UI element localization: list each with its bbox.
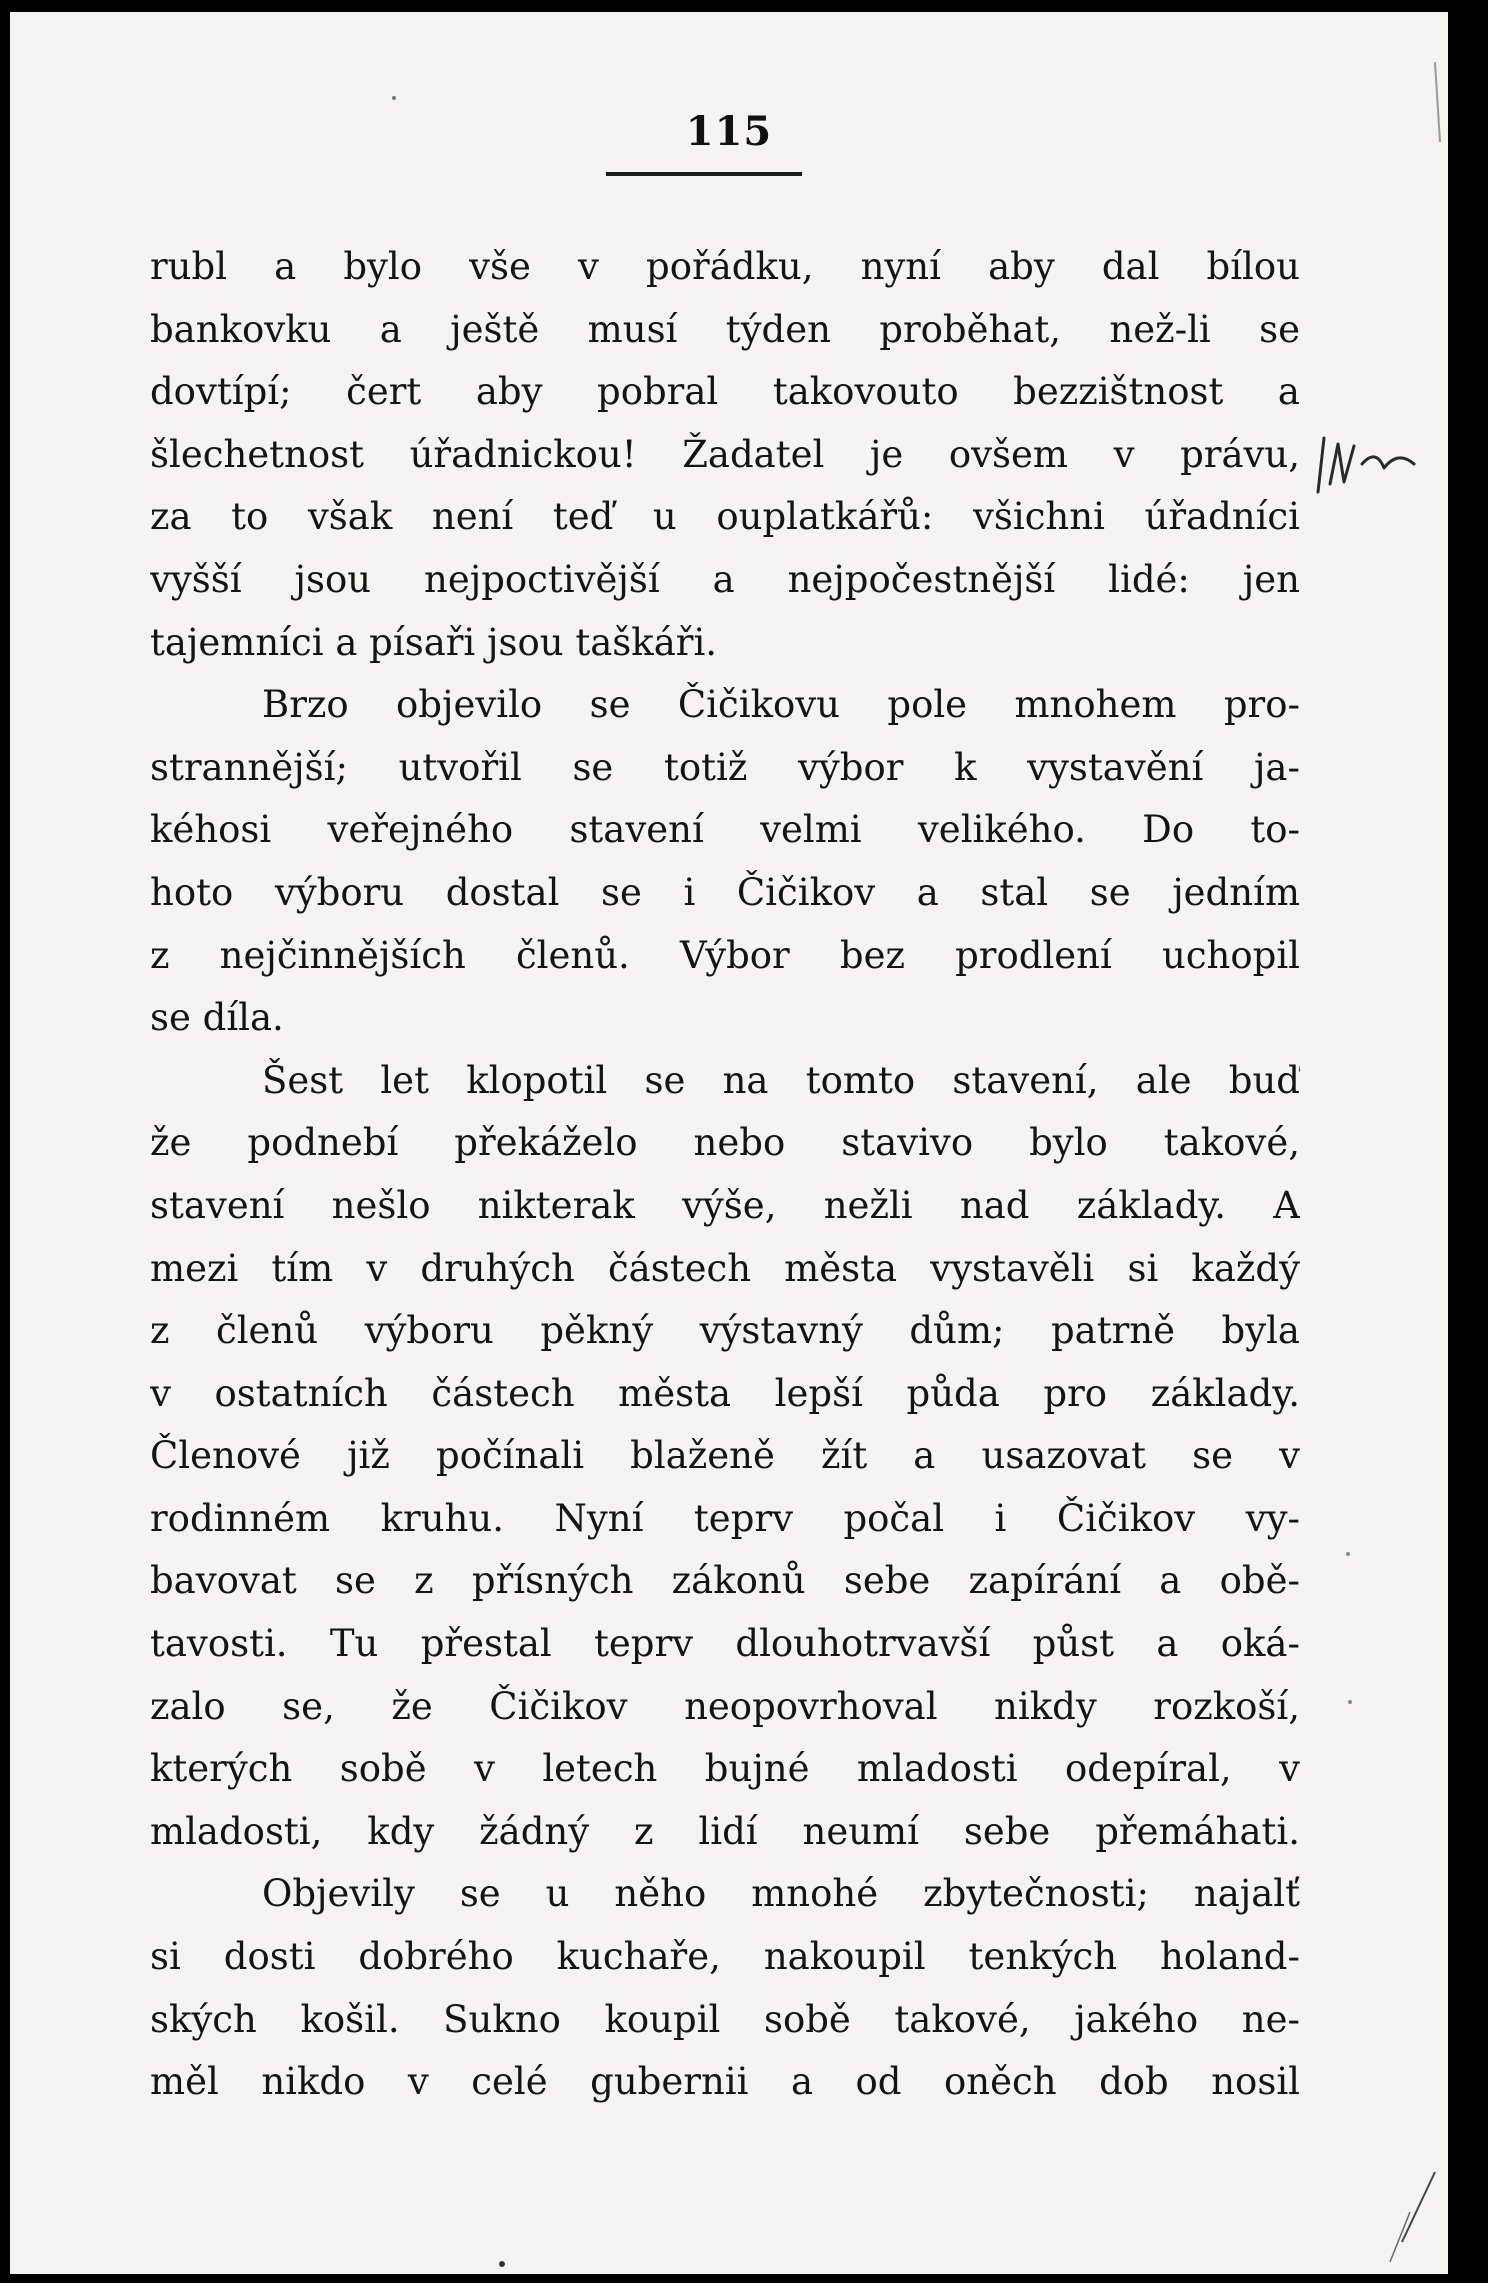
text-line: Objevily se u něho mnohé zbytečnosti; najalť <box>262 1872 1300 1916</box>
text-line: Členové již počínali blaženě žít a usazovat se v <box>150 1434 1300 1478</box>
text-line: tajemníci a písaři jsou taškáři. <box>150 620 718 664</box>
text-line: bavovat se z přísných zákonů sebe zapírání a obě- <box>150 1559 1300 1603</box>
page-number-rule <box>606 172 802 176</box>
text-line: stavení nešlo nikterak výše, nežli nad základy. A <box>150 1183 1300 1227</box>
text-line: dovtípí; čert aby pobral takovouto bezzištnost a <box>150 370 1300 414</box>
text-line: kterých sobě v letech bujné mladosti odepíral, v <box>150 1747 1300 1791</box>
text-line: vyšší jsou nejpoctivější a nejpočestnější lidé: jen <box>150 557 1300 601</box>
text-line: za to však není teď u ouplatkářů: všichni úřadníci <box>150 495 1300 539</box>
body-text <box>150 236 1300 2114</box>
text-line: Šest let klopotil se na tomto stavení, ale buď <box>262 1058 1300 1102</box>
text-line: si dosti dobrého kuchaře, nakoupil tenkých holand- <box>150 1935 1300 1979</box>
text-line: bankovku a ještě musí týden proběhat, než-li se <box>150 307 1300 351</box>
text-line: z členů výboru pěkný výstavný dům; patrně byla <box>150 1309 1300 1353</box>
handwritten-margin-mark <box>1310 424 1420 504</box>
text-line: ských košil. Sukno koupil sobě takové, jakého ne- <box>150 1997 1300 2041</box>
text-line: rodinném kruhu. Nyní teprv počal i Čičikov vy- <box>150 1496 1300 1540</box>
text-line: Brzo objevilo se Čičikovu pole mnohem pro- <box>262 683 1300 727</box>
text-line: strannější; utvořil se totiž výbor k vystavění ja- <box>150 745 1300 789</box>
text-line: v ostatních částech města lepší půda pro základy. <box>150 1371 1300 1415</box>
text-line: měl nikdo v celé gubernii a od oněch dob nosil <box>150 2060 1300 2104</box>
text-line: tavosti. Tu přestal teprv dlouhotrvavší půst a oká- <box>150 1622 1300 1666</box>
text-line: se díla. <box>150 996 284 1040</box>
page-number: 115 <box>685 108 773 155</box>
text-line: mladosti, kdy žádný z lidí neumí sebe přemáhati. <box>150 1809 1300 1853</box>
text-line: mezi tím v druhých částech města vystavěli si každý <box>150 1246 1300 1290</box>
text-line: hoto výboru dostal se i Čičikov a stal se jedním <box>150 870 1300 914</box>
text-line: kéhosi veřejného stavení velmi velikého. Do to- <box>150 808 1300 852</box>
text-line: že podnebí překáželo nebo stavivo bylo takové, <box>150 1121 1300 1165</box>
text-line: zalo se, že Čičikov neopovrhoval nikdy rozkoší, <box>150 1684 1300 1728</box>
text-line: z nejčinnějších členů. Výbor bez prodlení uchopil <box>150 933 1300 977</box>
book-page <box>10 12 1448 2274</box>
text-line: rubl a bylo vše v pořádku, nyní aby dal bílou <box>150 245 1300 288</box>
text-line: šlechetnost úřadnickou! Žadatel je ovšem v právu, <box>150 432 1300 476</box>
